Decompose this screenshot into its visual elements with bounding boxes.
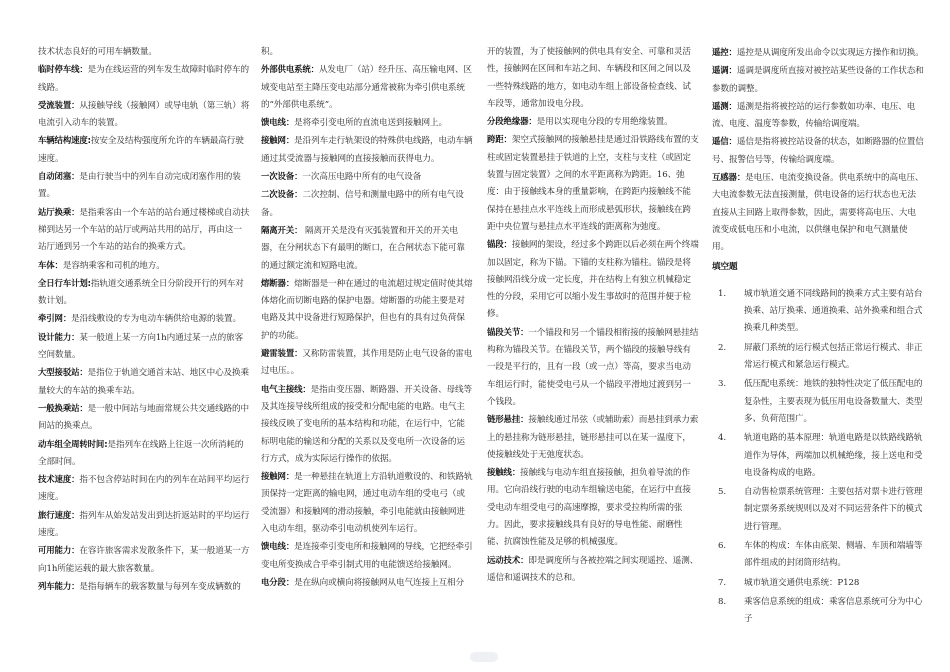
definition-paragraph	[38, 132, 250, 168]
definition-term: 一般换乘站：	[38, 402, 88, 413]
definition-paragraph	[38, 542, 250, 578]
item-text: 自动售检票系统管理：主要包括对票卡进行管理制定票务系统规则以及对不同运营条件下的模式进行管理。	[744, 487, 923, 532]
definition-term: 链形悬挂：	[487, 414, 529, 425]
definition-paragraph	[487, 236, 699, 323]
definition-text: 是指位于轨道交通首末站、地区中心及换乘量较大的车站的换乘车站。	[38, 368, 250, 396]
definition-term: 分段绝缘器：	[487, 116, 537, 127]
definition-paragraph	[261, 114, 473, 132]
definition-text: 遥控是从调度所发出命令以实现远方操作和切换。	[736, 48, 924, 58]
definition-paragraph	[261, 222, 473, 275]
definition-term: 列车能力：	[38, 580, 80, 591]
definition-text: 接触线通过吊弦（或辅助索）而悬挂到承力索上的悬挂称为链形悬挂，链形悬挂可以在某一温度下，使接触线处于无弛度状态。	[487, 415, 699, 460]
definition-paragraph	[38, 257, 250, 275]
definition-term: 旅行速度：	[38, 509, 80, 520]
definition-text: 一个锚段和另一个锚段相衔接的接触网悬挂结构称为锚段关节。在锚段关节，两个锚段的接触导线有一段是平行的，且有一段（或一点）等高，要求当电动车组运行时，能使受电弓从一个锚段平滑地过渡到另一个钱段。	[487, 327, 699, 407]
definition-text: 是一种悬挂在轨道上方沿轨道敷设的、和铁路轨顶保持一定距离的输电网，通过电动车组的受电弓（或受流器）和接触网的滑动接触，牵引电能就由接触网进入电动车组，驱动牵引电动机使列车运行。	[261, 472, 473, 535]
definition-term: 技术速度：	[38, 474, 80, 485]
definition-text: 是沿列车走行轨架设的特殊供电线路，电动车辆通过其受流器与接触网的直接接触而获得电力。	[261, 136, 473, 164]
definition-term: 外部供电系统：	[261, 64, 319, 75]
definition-term: 远动技术：	[487, 554, 529, 565]
definition-term: 设计能力：	[38, 331, 80, 342]
definition-text: 是沿线敷设的专为电动车辆供给电源的装置。	[71, 314, 241, 325]
definition-paragraph	[261, 381, 473, 468]
item-number: 5.	[718, 487, 726, 498]
definition-paragraph	[487, 113, 699, 131]
definition-text: 是由行驶当中的列车自动完成闭塞作用的装置。	[38, 172, 241, 200]
fill-in-list	[712, 286, 924, 629]
definition-paragraph	[487, 44, 699, 113]
definition-text: 积。	[261, 47, 278, 57]
definition-term: 锚段关节：	[487, 326, 529, 337]
definition-text: 从发电厂（站）经升压、高压输电网、区域变电站至主降压变电站部分通常被称为牵引供电系统的“外部供电系统”。	[261, 65, 472, 110]
fill-in-item	[712, 286, 924, 338]
definition-term: 一次设备：	[261, 171, 303, 182]
definition-term: 接触线：	[487, 467, 521, 478]
definition-text: 是指由变压器、断路器、开关设备、母线等及其连接导线所组成的接受和分配电能的电路。电气主接线反映了变电所的基本结构和功能，在运行中，它能标明电能的输送和分配的关系以及变电所一次设备的运行方式，成为实际运行操作的依据。	[261, 384, 473, 464]
column-2	[261, 44, 473, 592]
definition-text: 遥测是指将被控站的运行参数如功率、电压、电流、电度、温度等参数，传输给调度端。	[712, 101, 916, 130]
definition-paragraph	[487, 411, 699, 464]
definition-term: 电气主接线：	[261, 383, 311, 394]
item-number: 4.	[718, 433, 726, 444]
definition-text: 是将牵引变电所的直流电送到接触网上。	[294, 118, 447, 129]
definition-term: 全日行车计划:	[38, 277, 91, 288]
definition-term: 遥信：	[712, 136, 737, 147]
definition-text: 一次高压电路中所有的电气设备	[302, 172, 422, 183]
definition-term: 动车组全周转时间:	[38, 438, 108, 449]
item-number: 8.	[718, 596, 726, 607]
definition-term: 大型接驳站：	[38, 367, 88, 378]
fill-in-item	[712, 340, 924, 375]
definition-text: 即是调度所与各被控端之间实现遥控、遥测、遥信和遥调技术的总和。	[487, 555, 699, 583]
item-text: 乘客信息系统的组成：乘客信息系统可分为中心子	[744, 596, 923, 625]
definition-text: 指轨道交通系统全日分阶段开行的列车对数计划。	[38, 278, 244, 307]
definition-paragraph	[712, 133, 924, 169]
column-3	[487, 44, 699, 587]
definition-paragraph	[712, 169, 924, 256]
definition-paragraph	[261, 345, 473, 381]
definition-text: 接触线与电动车组直接接触，担负着导流的作用。它向沿线行驶的电动车组输送电能，在运行中直接受电动车组受电弓的高速摩擦，要求受拉构所需的张力。因此，要求接触线具有良好的导电性能、耐磨性能、抗腐蚀性能及足够的机械强度。	[487, 468, 691, 548]
definition-text: 是为在线运营的列车发生故障时临时停车的线路。	[38, 65, 250, 93]
definition-paragraph	[487, 464, 699, 551]
definition-text: 是指乘客由一个车站的站台通过楼梯或自动扶梯到达另一个车站的站厅或两站共用的站厅，再由这一站厅通到另一个车站的站台的换乘方式。	[38, 207, 250, 253]
definition-term: 牵引网：	[38, 313, 72, 324]
column-1	[38, 44, 250, 596]
definition-paragraph	[712, 98, 924, 134]
definition-paragraph	[261, 468, 473, 538]
definition-paragraph	[261, 574, 473, 592]
definition-paragraph	[261, 132, 473, 168]
definition-text: 是电压、电流变换设备。供电系统中的高电压、大电流参数无法直接测量，供电设备的运行状态也无法直接从主回路上取得参数，因此，需要将高电压、大电流变成低电压和小电流，以供继电保护和电气测量使用。	[712, 173, 924, 253]
definition-paragraph	[38, 400, 250, 436]
definition-paragraph	[487, 131, 699, 236]
definition-text: 遥调是调度所直接对被控站某些设备的工作状态和参数的调整。	[712, 66, 924, 94]
definition-paragraph	[38, 471, 250, 507]
definition-text: 开的装置，为了使接触网的供电具有安全、可靠和灵活性，接触网在区间和车站之间、车辆段和区间之间以及一些特殊线路的地方，如电动车组上部设备检查线、试车段等，通常加设电分段。	[487, 47, 691, 109]
item-text: 车体的构成：车体由底架、侧墙、车顶和端墙等部件组成的封闭筒形结构。	[744, 541, 923, 569]
definition-term: 避雷装置：	[261, 348, 303, 359]
definition-text: 在容许旅客需求发散条件下，某一般道某一方向1h所能运载的最大旅客数量。	[38, 546, 250, 574]
definition-text: 是一般中间站与地面常规公共交通线路的中间站的换乘点。	[38, 403, 250, 432]
definition-text: 是指每辆车的载客数量与每列车变成辆数的	[79, 581, 241, 592]
item-number: 3.	[718, 379, 726, 390]
definition-term: 自动闭塞：	[38, 171, 80, 182]
definition-term: 二次设备：	[261, 189, 303, 200]
definition-paragraph	[38, 97, 250, 133]
definition-text: 是连接牵引变电所和接触网的导线，它把经牵引变电所变换成合乎牵引制式用的电能馈送给接触网。	[261, 542, 473, 570]
definition-paragraph	[38, 436, 250, 472]
definition-text: 二次控制、信号和测量电路中的所有电气设备。	[261, 190, 464, 218]
item-text: 低压配电系统：地铁的独特性决定了低压配电的复杂性，主要表现为低压用电设备数量大、类型多、负荷范围广。	[744, 379, 923, 424]
definition-paragraph	[487, 552, 699, 588]
definition-term: 遥控：	[712, 47, 737, 57]
definition-paragraph	[38, 578, 250, 596]
definition-paragraph	[38, 204, 250, 257]
definition-paragraph	[38, 61, 250, 97]
definition-term: 互感器：	[712, 172, 746, 183]
column-4	[712, 44, 924, 631]
item-number: 6.	[718, 541, 726, 552]
definition-paragraph	[38, 275, 250, 311]
definition-term: 临时停车线：	[38, 64, 88, 75]
definition-term: 馈电线：	[261, 117, 295, 128]
definition-paragraph	[261, 275, 473, 345]
definition-term: 遥测：	[712, 100, 737, 111]
definition-term: 熔断器：	[261, 277, 295, 288]
definition-text: 技术状态良好的可用车辆数量。	[38, 47, 157, 57]
item-text: 轨道电路的基本原理：轨道电路是以铁路线路轨道作为导体，两端加以机械绝缘，接上送电和受电设备构成的电路。	[744, 433, 923, 478]
definition-term: 跨距：	[487, 134, 512, 145]
definition-paragraph	[261, 61, 473, 114]
definition-term: 馈电线：	[261, 541, 295, 552]
definition-term: 站厅换乘：	[38, 206, 80, 217]
definition-term: 车辆结构速度:	[38, 135, 91, 146]
definition-text: 是在纵向或横向将接触网从电气连接上互相分	[294, 577, 464, 588]
definition-term: 接触网：	[261, 135, 295, 146]
definition-paragraph	[261, 186, 473, 222]
definition-text: 从接触导线（接触网）或导电轨（第三轨）将电流引入动车的装置。	[38, 100, 250, 129]
item-number: 2.	[718, 342, 726, 353]
fill-in-item	[712, 484, 924, 536]
definition-paragraph	[38, 310, 250, 328]
definition-text: 熔断器是一种在通过的电流超过规定值时使其熔体熔化而切断电路的保护电器。熔断器的功能主要是对电路及其中设备进行短路保护，但也有的具有过负荷保护的功能。	[261, 278, 473, 341]
definition-paragraph	[38, 507, 250, 543]
definition-paragraph	[38, 44, 250, 61]
definition-paragraph	[261, 44, 473, 61]
definition-paragraph	[712, 62, 924, 98]
fill-in-item	[712, 430, 924, 482]
item-number: 1.	[718, 288, 726, 299]
definition-paragraph	[38, 329, 250, 365]
section-title-fill-in: 填空题	[712, 261, 738, 272]
definition-term: 接触网：	[261, 471, 295, 482]
definition-paragraph	[261, 168, 473, 186]
definition-text: 隔离开关是没有灭弧装置和开关的开关电器，在分闸状态下有最明的断口，在合闸状态下能可靠的通过额定流和短路电流。	[261, 225, 465, 271]
fill-in-item	[712, 575, 924, 592]
fill-in-item	[712, 376, 924, 428]
definition-paragraph	[487, 324, 699, 411]
definition-text: 架空式接触网的接触悬挂是通过沿铁路线布置的支柱或固定装置悬挂于铁道的上空，支柱与支柱（或固定装置与固定装置）之间的水平距离称为跨距。16、弛度：由于接触线本身的重量影响，在跨距内接触线不能保持在悬挂点水平连线上而形成悬弧形状，接触线在跨距中央位置与悬挂点水平连线的距离称为弛度。	[487, 135, 699, 232]
definition-text: 指不包含停站时间在内的列车在站间平均运行速度。	[38, 475, 250, 503]
definition-term: 车体：	[38, 259, 63, 270]
definition-paragraph	[38, 364, 250, 400]
item-text: 城市轨道交通不同线路间的换乘方式主要有站台换乘、站厅换乘、通道换乘、站外换乘和组合式换乘几种类型。	[744, 288, 923, 334]
definition-text: 又称防雷装置，其作用是防止电气设备的雷电过电压。。	[261, 349, 473, 377]
definition-paragraph	[38, 168, 250, 204]
item-number: 7.	[718, 577, 726, 588]
definitions-col4	[712, 44, 924, 257]
definition-text: 是容纳乘客和司机的地方。	[62, 260, 165, 271]
fill-in-item	[712, 594, 924, 629]
definition-term: 受流装置：	[38, 99, 80, 110]
definition-text: 接触网的架设，经过多个跨距以后必须在两个终端加以固定，称为下锚。下锚的支柱称为锚柱。锚段是将接触网沿线分成一定长度，并在结构上有独立机械稳定性的分段，采用它可以缩小发生事故时的范围并便于检修。	[487, 240, 699, 320]
definition-term: 可用能力：	[38, 545, 80, 556]
definition-paragraph	[712, 44, 924, 62]
fill-in-item	[712, 538, 924, 573]
item-text: 屏蔽门系统的运行模式包括正常运行模式、非正常运行模式和紧急运行模式。	[744, 342, 923, 371]
definition-term: 电分段：	[261, 576, 295, 587]
definition-text: 是用以实现电分段的专用绝缘装置。	[536, 117, 673, 128]
definition-text: 按安全及结构强度所允许的车辆最高行驶速度。	[38, 136, 244, 164]
item-text: 城市轨道交通供电系统：P128	[744, 577, 860, 588]
watermark-mark	[470, 652, 498, 662]
definition-text: 遥信是指将被控站设备的状态，如断路器的位置信号、报警信号等，传输给调度端。	[712, 137, 924, 165]
definition-text: 指列车从始发站发出到达折返站时的平均运行速度。	[38, 510, 250, 539]
definition-paragraph	[261, 538, 473, 574]
definition-text: 某一般道上某一方向1h内通过某一点的旅客空间数量。	[38, 332, 244, 361]
definition-term: 遥调：	[712, 65, 737, 76]
definition-term: 锚段：	[487, 239, 512, 250]
definition-text: 是指列车在线路上往返一次所消耗的全部时间。	[38, 439, 244, 467]
definition-term: 隔离开关：	[261, 224, 303, 235]
